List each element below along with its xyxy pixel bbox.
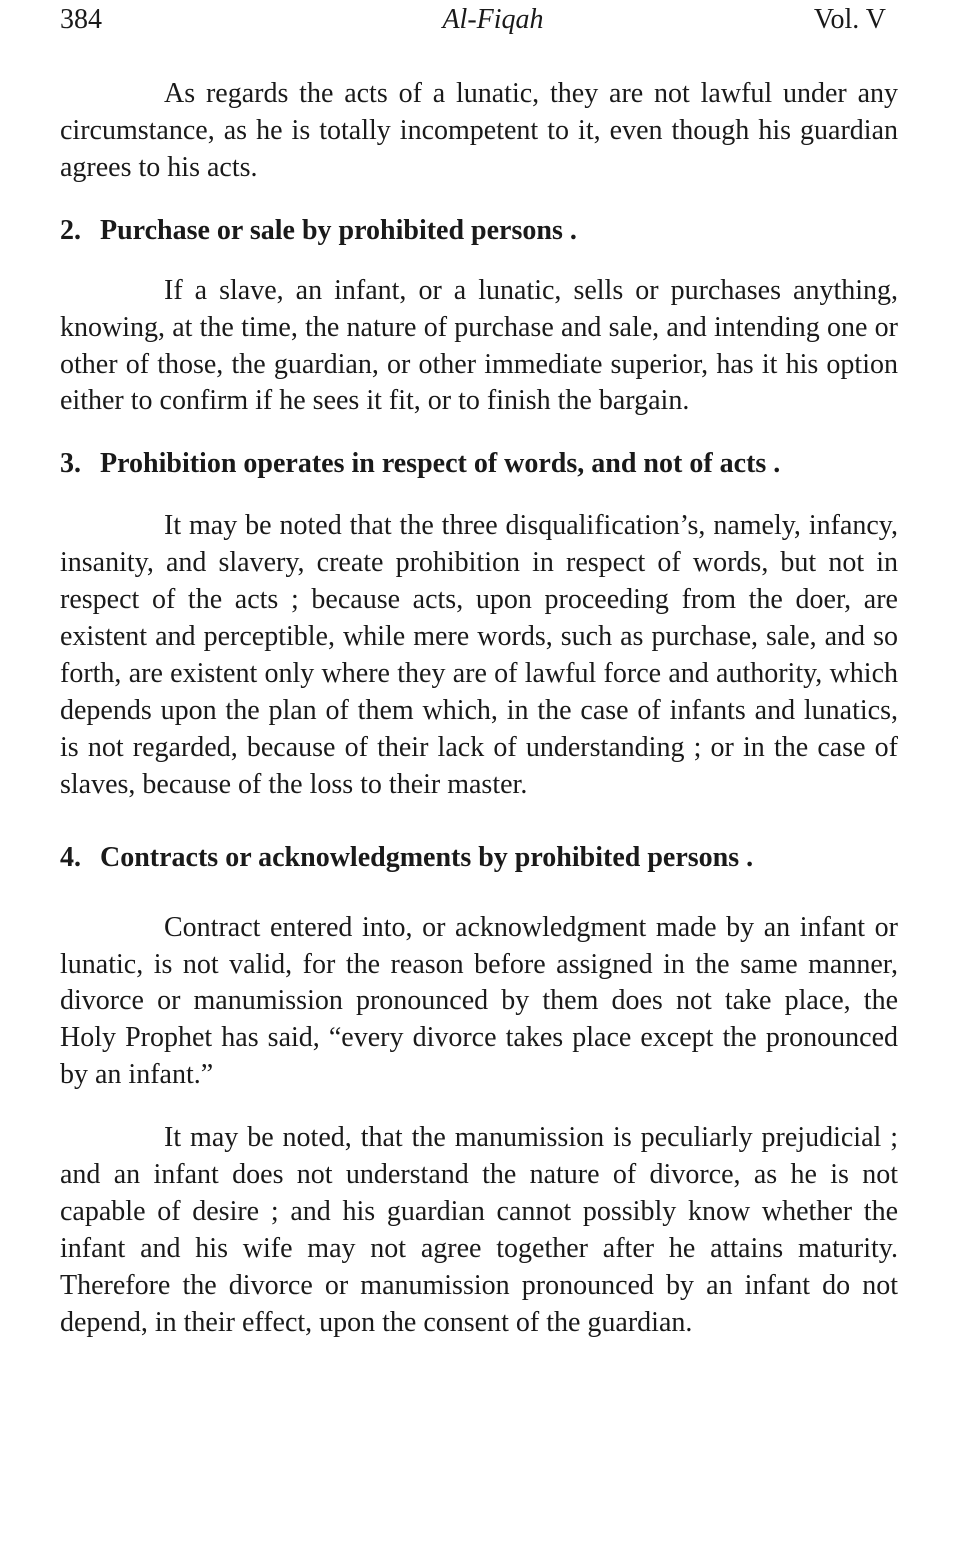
section-heading-2	[60, 213, 898, 249]
section-title: Purchase or sale by prohibited persons .	[100, 214, 577, 246]
section-title: Contracts or acknowledgments by prohibited persons .	[100, 841, 754, 873]
section-heading-4	[60, 840, 898, 876]
section-3-paragraph: It may be noted that the three disqualification’s, namely, infancy, insanity, and slavery, create prohibition in respect of words, but not in respect of the acts ; because acts, upon proceeding from the doer, are existent and perceptible, while mere words, such as purchase, sale, and so forth, are existent only where they are of lawful force and authority, which depends upon the plan of them which, in the case of infants and lunatics, is not regarded, because of their lack of understanding ; or in the case of slaves, because of the loss to their master.	[60, 510, 898, 800]
intro-paragraph: As regards the acts of a lunatic, they are not lawful under any circumstance, as he is totally incompetent to it, even though his guardian agrees to his acts.	[60, 78, 898, 183]
book-title: Al-Fiqah	[442, 4, 544, 35]
page-body	[60, 76, 898, 1342]
volume-label: Vol. V	[813, 4, 886, 35]
page-number: 384	[60, 4, 102, 35]
section-title: Prohibition operates in respect of words, and not of acts .	[100, 448, 781, 480]
section-4-paragraph-1: Contract entered into, or acknowledgment made by an infant or lunatic, is not valid, for the reason before assigned in the same manner, divorce or manumission pronounced by them does not take place, the Holy Prophet has said, “every divorce takes place except the pronounced by an infant.”	[60, 911, 898, 1091]
section-4-paragraph-2: It may be noted, that the manumission is peculiarly prejudicial ; and an infant does not understand the nature of divorce, as he is not capable of desire ; and his guardian cannot possibly know whether the infant and his wife may not agree together after he attains maturity. Therefore the divorce or manumission pronounced by an infant do not depend, in their effect, upon the consent of the guardian.	[60, 1122, 898, 1338]
section-2-paragraph: If a slave, an infant, or a lunatic, sells or purchases anything, knowing, at the time, the nature of purchase and sale, and intending one or other of those, the guardian, or other immediate superior, has it his option either to confirm if he sees it fit, or to finish the bargain.	[60, 274, 898, 417]
section-number: 4.	[60, 841, 81, 873]
running-header	[60, 4, 898, 40]
section-heading-3	[60, 446, 898, 482]
section-number: 3.	[60, 448, 81, 480]
section-number: 2.	[60, 214, 81, 246]
